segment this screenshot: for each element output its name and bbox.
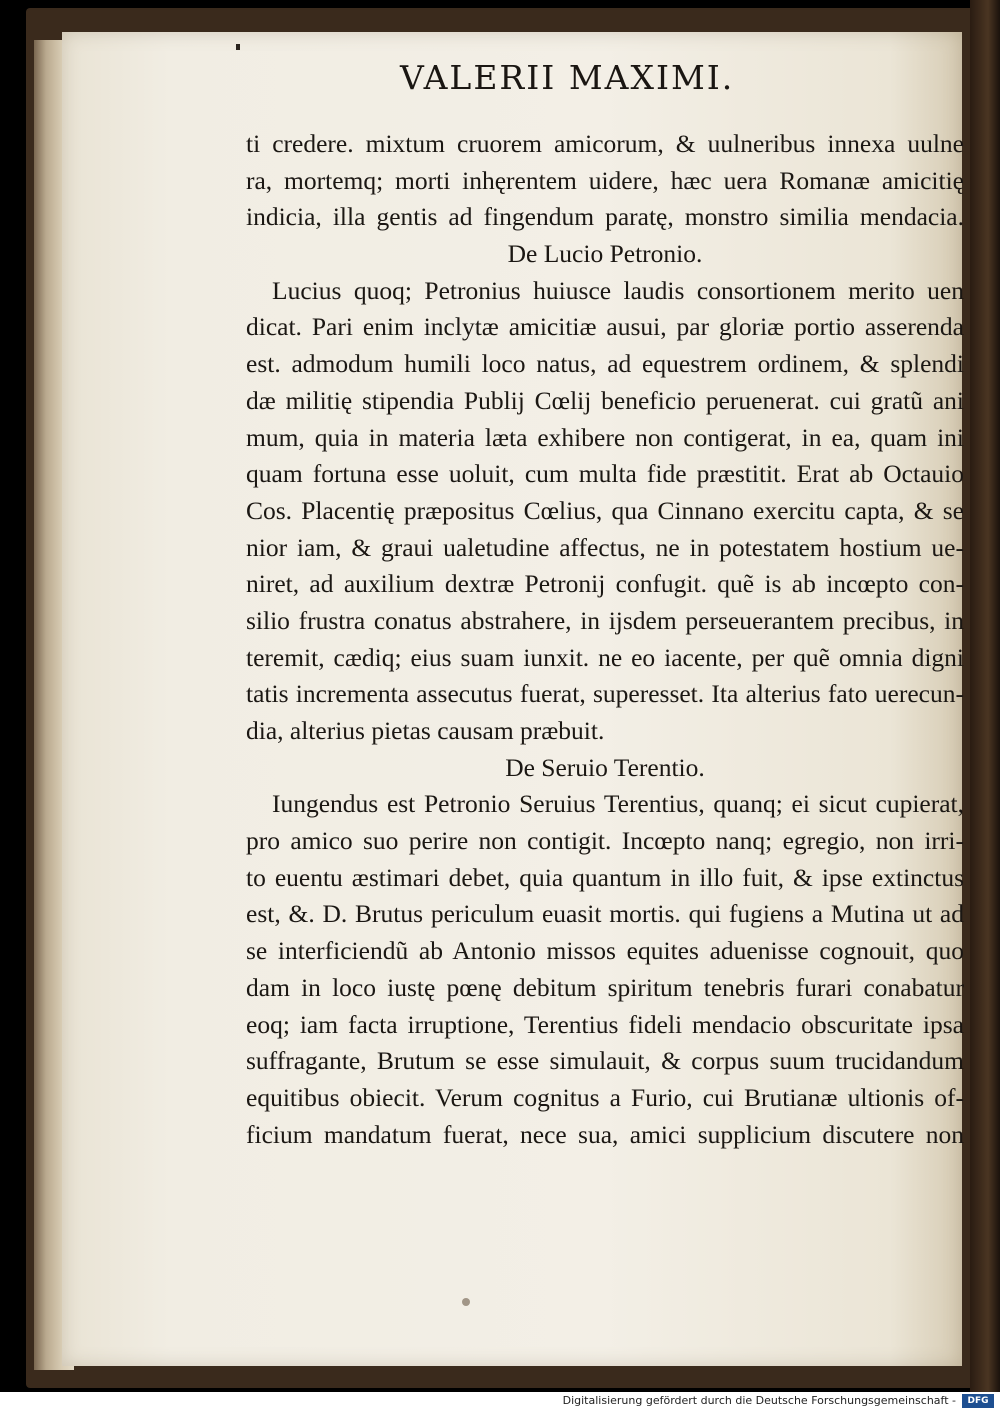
text-line: Cos. Placentię præpositus Cœlius, qua Cinnano exercitu capta, & se (246, 495, 964, 525)
text-line: silio frustra conatus abstrahere, in ijsdem perseuerantem precibus, in (246, 605, 964, 635)
paragraph-3 (246, 786, 964, 1153)
text-line: ti credere. mixtum cruorem amicorum, & uulneribus innexa uulne (246, 129, 964, 158)
text-line: niret, ad auxilium dextræ Petronij confugit. quẽ is ab incœpto con- (246, 569, 964, 599)
paragraph-2 (246, 273, 964, 750)
ink-smudge (462, 1298, 470, 1306)
text-line: suffragante, Brutum se esse simulauit, & corpus suum trucidandum (246, 1046, 964, 1076)
running-header: VALERII MAXIMI. (400, 58, 735, 97)
text-line: pro amico suo perire non contigit. Incœpto nanq; egregio, non irri- (246, 826, 964, 856)
text-line: nior iam, & graui ualetudine affectus, ne in potestatem hostium ue- (246, 532, 964, 562)
text-line: equitibus obiecit. Verum cognitus a Furio, cui Brutianæ ultionis of- (246, 1082, 964, 1112)
section-heading-seruio-terentio: De Seruio Terentio. (505, 752, 705, 782)
digitization-footer (0, 1392, 1000, 1411)
text-line: dia, alterius pietas causam præbuit. (246, 716, 605, 745)
text-line: Lucius quoq; Petronius huiusce laudis consortionem merito uen (272, 275, 964, 305)
text-line: tatis incrementa assecutus fuerat, superesset. Ita alterius fato uerecun- (246, 679, 964, 709)
book-binding-edge (970, 0, 1000, 1392)
page-text (246, 126, 964, 1153)
text-line: teremit, cædiq; eius suam iunxit. ne eo iacente, per quẽ omnia digni (246, 642, 964, 672)
text-line: se interficiendũ ab Antonio missos equites aduenisse cognouit, quo (246, 936, 964, 966)
text-line: eoq; iam facta irruptione, Terentius fideli mendacio obscuritate ipsa (246, 1009, 964, 1039)
dfg-logo: DFG (962, 1394, 994, 1408)
text-line: ra, mortemq; morti inhęrentem uidere, hæc uera Romanæ amicitię (246, 165, 964, 195)
text-line: dicat. Pari enim inclytæ amicitiæ ausui, par gloriæ portio asserenda (246, 312, 964, 342)
paragraph-1 (246, 126, 964, 236)
text-line: quam fortuna esse uoluit, cum multa fide præstitit. Erat ab Octauio (246, 459, 964, 489)
text-line: est, &. D. Brutus periculum euasit mortis. qui fugiens a Mutina ut ad (246, 899, 964, 929)
text-line: indicia, illa gentis ad fingendum paratę, monstro similia mendacia. (246, 202, 964, 232)
text-line: mum, quia in materia læta exhibere non contigerat, in ea, quam ini (246, 422, 964, 452)
text-line: dæ militię stipendia Publij Cœlij beneficio peruenerat. cui gratũ ani (246, 385, 964, 415)
funding-credit: Digitalisierung gefördert durch die Deutsche Forschungsgemeinschaft - (562, 1394, 956, 1407)
text-line: est. admodum humili loco natus, ad equestrem ordinem, & splendi (246, 349, 964, 379)
text-line: to euentu æstimari debet, quia quantum in illo fuit, & ipse extinctus (246, 862, 964, 892)
text-line: dam in loco iustę pœnę debitum spiritum tenebris furari conabatur (246, 972, 964, 1002)
text-line: Iungendus est Petronio Seruius Terentius, quanq; ei sicut cupierat, (272, 789, 964, 819)
printer-mark (236, 44, 240, 50)
text-line: ficium mandatum fuerat, nece sua, amici supplicium discutere non (246, 1119, 964, 1149)
section-heading-lucio-petronio: De Lucio Petronio. (507, 239, 703, 269)
